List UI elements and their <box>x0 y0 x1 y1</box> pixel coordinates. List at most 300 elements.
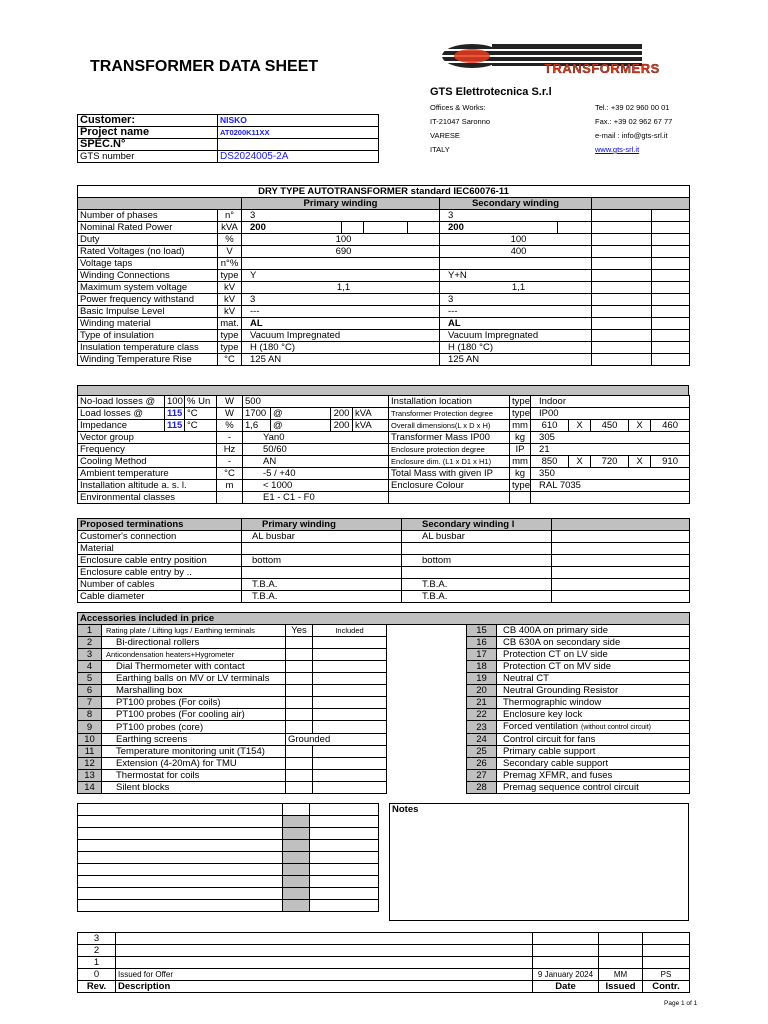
termination-label: Customer's connection <box>78 531 242 543</box>
termination-label: Number of cables <box>78 579 242 591</box>
notes-title: Notes <box>392 804 419 815</box>
accessory-number: 10 <box>78 734 102 746</box>
cell <box>310 816 379 828</box>
loss-param-unit: % Un <box>185 396 217 408</box>
accessory-flag <box>286 770 313 782</box>
losses-row <box>78 420 690 432</box>
secondary-value: 1,1 <box>440 282 592 294</box>
loss-value: -5 / +40 <box>243 468 389 480</box>
losses-row <box>78 444 690 456</box>
accessory-label: Temperature monitoring unit (T154) <box>102 746 286 758</box>
accessory-number: 23 <box>467 721 497 734</box>
accessory-label: Anticondensation heaters+Hygrometer <box>102 649 286 661</box>
fax: Fax.: +39 02 962 67 77 <box>595 117 673 126</box>
accessory-row <box>78 782 690 794</box>
accessory-flag <box>286 758 313 770</box>
revision-number: 2 <box>78 945 116 957</box>
cell <box>652 246 690 258</box>
accessory-number: 2 <box>78 637 102 649</box>
company-name: GTS Elettrotecnica S.r.l <box>430 86 552 98</box>
winding-row <box>78 354 690 366</box>
rev-header: Rev. <box>78 981 116 993</box>
cell <box>652 294 690 306</box>
loss-unit: % <box>217 420 243 432</box>
loss-label: Installation altitude a. s. l. <box>78 480 217 492</box>
loss-label: No-load losses @ <box>78 396 165 408</box>
cell <box>310 828 379 840</box>
gts-number-value: DS2024005-2A <box>218 151 379 163</box>
winding-row <box>78 342 690 354</box>
loss-unit: W <box>217 408 243 420</box>
cell <box>510 492 531 504</box>
loss-unit: Hz <box>217 444 243 456</box>
loss-value-2: 200 <box>331 408 353 420</box>
logo-text-bottom: TRANSFORMERS <box>544 61 660 76</box>
winding-row <box>78 330 690 342</box>
row-label: Number of phases <box>78 210 218 222</box>
accessory-label-text: Forced ventilation <box>503 721 578 732</box>
cell <box>552 543 690 555</box>
cell <box>78 816 283 828</box>
spec-value: RAL 7035 <box>531 480 690 492</box>
cell <box>652 282 690 294</box>
loss-value: 50/60 <box>243 444 389 456</box>
accessory-label: Premag XFMR, and fuses <box>497 770 690 782</box>
spec-label: Transformer Mass IP00 <box>389 432 510 444</box>
cell <box>283 852 310 864</box>
loss-param: 100 <box>165 396 185 408</box>
cell <box>283 804 310 816</box>
spec-label: Enclosure dim. (L1 x D1 x H1) <box>389 456 510 468</box>
revision-controlled: PS <box>643 969 690 981</box>
spec-unit: kg <box>510 468 531 480</box>
cell <box>78 864 283 876</box>
accessory-flag <box>286 782 313 794</box>
accessory-note <box>313 697 387 709</box>
winding-row <box>78 210 690 222</box>
losses-row <box>78 492 690 504</box>
accessory-number: 26 <box>467 758 497 770</box>
revision-description <box>116 945 533 957</box>
loss-value: 1700 <box>243 408 271 420</box>
cell <box>652 210 690 222</box>
accessory-flag <box>286 709 313 721</box>
losses-row <box>78 468 690 480</box>
revision-row <box>78 945 690 957</box>
accessory-number: 6 <box>78 685 102 697</box>
accessory-label: Earthing screens <box>102 734 286 746</box>
blank-grid <box>77 803 379 912</box>
cell <box>592 258 652 270</box>
winding-row <box>78 222 690 234</box>
primary-value: AL <box>242 318 440 330</box>
winding-row <box>78 234 690 246</box>
secondary-value: Y+N <box>440 270 592 282</box>
cell <box>387 649 467 661</box>
loss-unit: m <box>217 480 243 492</box>
secondary-value: 100 <box>440 234 592 246</box>
termination-row <box>78 543 690 555</box>
accessory-label: Rating plate / Lifting lugs / Earthing terminals <box>102 625 286 637</box>
accessory-label: Primary cable support <box>497 746 690 758</box>
primary-value: 3 <box>242 210 440 222</box>
cell <box>592 234 652 246</box>
blank-row <box>78 852 379 864</box>
cell <box>78 900 283 912</box>
accessory-label: Secondary cable support <box>497 758 690 770</box>
address-line-4: ITALY <box>430 145 450 154</box>
accessory-flag <box>286 673 313 685</box>
accessory-label: Dial Thermometer with contact <box>102 661 286 673</box>
blank-row <box>78 828 379 840</box>
loss-unit: - <box>217 432 243 444</box>
row-unit: % <box>218 234 242 246</box>
blank-row <box>78 864 379 876</box>
row-unit: type <box>218 270 242 282</box>
revision-row <box>78 969 690 981</box>
accessory-label: PT100 probes (For cooling air) <box>102 709 286 721</box>
termination-secondary: T.B.A. <box>402 579 552 591</box>
primary-winding-header: Primary winding <box>242 198 440 210</box>
accessory-row <box>78 721 690 734</box>
loss-value: Yan0 <box>243 432 389 444</box>
accessory-label: Extension (4-20mA) for TMU <box>102 758 286 770</box>
website-link[interactable]: www.gts-srl.it <box>595 145 640 154</box>
accessory-flag: Yes <box>286 625 313 637</box>
revision-controlled <box>643 945 690 957</box>
termination-row <box>78 579 690 591</box>
loss-unit <box>217 492 243 504</box>
blank-row <box>78 900 379 912</box>
spec-value: Indoor <box>531 396 690 408</box>
termination-row <box>78 567 690 579</box>
gts-logo <box>432 40 684 80</box>
accessory-label: Control circuit for fans <box>497 734 690 746</box>
cell <box>552 531 690 543</box>
winding-table-title: DRY TYPE AUTOTRANSFORMER standard IEC60076-11 <box>78 186 690 198</box>
cell <box>387 746 467 758</box>
primary-value: 690 <box>242 246 440 258</box>
cell <box>652 270 690 282</box>
date-header: Date <box>533 981 599 993</box>
loss-label: Load losses @ <box>78 408 165 420</box>
primary-value: 3 <box>242 294 440 306</box>
primary-value: --- <box>242 306 440 318</box>
accessory-note <box>313 721 387 734</box>
row-label: Basic Impulse Level <box>78 306 218 318</box>
row-unit: kV <box>218 294 242 306</box>
cell <box>310 804 379 816</box>
loss-label: Frequency <box>78 444 217 456</box>
row-unit: °C <box>218 354 242 366</box>
cell <box>652 330 690 342</box>
cell <box>652 342 690 354</box>
cell <box>592 318 652 330</box>
cell <box>310 840 379 852</box>
spec-value: 21 <box>531 444 690 456</box>
revision-description: Issued for Offer <box>116 969 533 981</box>
secondary-value: 3 <box>440 294 592 306</box>
termination-label: Cable diameter <box>78 591 242 603</box>
spec-unit: IP <box>510 444 531 456</box>
dim-x: X <box>629 420 651 432</box>
termination-secondary <box>402 543 552 555</box>
termination-primary: AL busbar <box>242 531 402 543</box>
accessory-flag <box>286 661 313 673</box>
address-line-1: Offices & Works: <box>430 103 486 112</box>
notes-box <box>389 803 689 921</box>
loss-label: Ambient temperature <box>78 468 217 480</box>
cell <box>387 709 467 721</box>
accessory-flag <box>286 721 313 734</box>
project-label: Project name <box>78 127 218 139</box>
accessory-row <box>78 649 690 661</box>
cell <box>78 888 283 900</box>
loss-value: 500 <box>243 396 389 408</box>
cell <box>592 294 652 306</box>
accessory-number: 8 <box>78 709 102 721</box>
accessory-label <box>497 721 690 734</box>
loss-label: Cooling Method <box>78 456 217 468</box>
dim-x: X <box>629 456 651 468</box>
accessories-title: Accessories included in price <box>78 613 690 625</box>
losses-table <box>77 395 690 504</box>
accessory-number: 20 <box>467 685 497 697</box>
cell <box>652 222 690 234</box>
revision-issued <box>599 945 643 957</box>
cell <box>592 210 652 222</box>
accessory-number: 27 <box>467 770 497 782</box>
cell <box>78 804 283 816</box>
gts-number-label: GTS number <box>78 151 218 163</box>
accessory-row <box>78 673 690 685</box>
spec-unit: type <box>510 480 531 492</box>
contr-header: Contr. <box>643 981 690 993</box>
spec-unit: kg <box>510 432 531 444</box>
cell <box>592 342 652 354</box>
cell <box>387 758 467 770</box>
cell <box>78 840 283 852</box>
spec-label: Installation location <box>389 396 510 408</box>
revision-date <box>533 933 599 945</box>
accessory-note <box>313 782 387 794</box>
accessory-row <box>78 697 690 709</box>
accessory-row <box>78 746 690 758</box>
accessory-note <box>313 661 387 673</box>
address-line-2: IT-21047 Saronno <box>430 117 491 126</box>
cell <box>283 900 310 912</box>
cell <box>387 673 467 685</box>
accessory-number: 16 <box>467 637 497 649</box>
cell <box>552 555 690 567</box>
cell <box>558 222 592 234</box>
terminations-secondary-header: Secondary winding l <box>402 519 552 531</box>
spec-value: 350 <box>531 468 690 480</box>
spec-value: IP00 <box>531 408 690 420</box>
spec-label: Transformer Protection degree <box>389 408 510 420</box>
primary-value: 100 <box>242 234 440 246</box>
winding-row <box>78 306 690 318</box>
loss-label: Impedance <box>78 420 165 432</box>
accessory-label: Bi-directional rollers <box>102 637 286 649</box>
accessory-note <box>313 758 387 770</box>
accessory-row <box>78 637 690 649</box>
spec-unit: mm <box>510 420 531 432</box>
accessory-note <box>313 685 387 697</box>
losses-row <box>78 408 690 420</box>
cell <box>592 270 652 282</box>
accessory-number: 12 <box>78 758 102 770</box>
primary-value: 200 <box>242 222 342 234</box>
accessory-label: Premag sequence control circuit <box>497 782 690 794</box>
cell <box>592 246 652 258</box>
revision-issued: MM <box>599 969 643 981</box>
accessory-number: 11 <box>78 746 102 758</box>
cell <box>283 888 310 900</box>
blank-row <box>78 876 379 888</box>
termination-primary <box>242 543 402 555</box>
accessory-note <box>313 709 387 721</box>
accessory-row <box>78 734 690 746</box>
primary-value: Vacuum Impregnated <box>242 330 440 342</box>
blank-row <box>78 804 379 816</box>
accessory-number: 4 <box>78 661 102 673</box>
spec-unit: type <box>510 396 531 408</box>
spec-label: Total Mass with given IP <box>389 468 510 480</box>
accessory-flag <box>286 637 313 649</box>
accessory-number: 14 <box>78 782 102 794</box>
losses-row <box>78 396 690 408</box>
cell <box>283 840 310 852</box>
accessory-flag <box>286 685 313 697</box>
accessory-label: CB 400A on primary side <box>497 625 690 637</box>
secondary-winding-header: Secondary winding <box>440 198 592 210</box>
secondary-value: 400 <box>440 246 592 258</box>
accessory-label: PT100 probes (For coils) <box>102 697 286 709</box>
row-label: Maximum system voltage <box>78 282 218 294</box>
winding-row <box>78 282 690 294</box>
accessory-number: 21 <box>467 697 497 709</box>
blank-row <box>78 816 379 828</box>
termination-secondary <box>402 567 552 579</box>
accessory-number: 17 <box>467 649 497 661</box>
accessory-number: 25 <box>467 746 497 758</box>
revision-number: 0 <box>78 969 116 981</box>
cell <box>283 828 310 840</box>
secondary-value: 3 <box>440 210 592 222</box>
dim-x: X <box>569 456 591 468</box>
accessory-label: Thermographic window <box>497 697 690 709</box>
secondary-value: 200 <box>440 222 558 234</box>
row-label: Winding Temperature Rise <box>78 354 218 366</box>
cell <box>283 816 310 828</box>
cell <box>78 876 283 888</box>
row-label: Nominal Rated Power <box>78 222 218 234</box>
revision-controlled <box>643 957 690 969</box>
loss-at: @ <box>271 420 331 432</box>
losses-row <box>78 432 690 444</box>
accessory-row <box>78 661 690 673</box>
row-unit: V <box>218 246 242 258</box>
cell <box>364 222 408 234</box>
cell <box>310 864 379 876</box>
accessory-label: Silent blocks <box>102 782 286 794</box>
winding-row <box>78 318 690 330</box>
row-unit: type <box>218 342 242 354</box>
accessory-label: Protection CT on MV side <box>497 661 690 673</box>
cell <box>387 697 467 709</box>
accessory-number: 28 <box>467 782 497 794</box>
accessory-note <box>313 673 387 685</box>
address-line-3: VARESE <box>430 131 460 140</box>
accessory-row <box>78 625 690 637</box>
row-unit: kVA <box>218 222 242 234</box>
loss-value: < 1000 <box>243 480 389 492</box>
accessory-number: 22 <box>467 709 497 721</box>
accessory-number: 7 <box>78 697 102 709</box>
accessory-note <box>313 746 387 758</box>
revision-date <box>533 957 599 969</box>
dim-h: 460 <box>651 420 690 432</box>
accessory-number: 3 <box>78 649 102 661</box>
revision-description <box>116 933 533 945</box>
accessory-flag <box>286 697 313 709</box>
primary-value <box>242 258 440 270</box>
loss-unit-2: kVA <box>353 408 389 420</box>
row-unit: mat. <box>218 318 242 330</box>
accessory-number: 24 <box>467 734 497 746</box>
cell <box>531 492 690 504</box>
secondary-value: 125 AN <box>440 354 592 366</box>
loss-at: @ <box>271 408 331 420</box>
project-value: AT0200K11XX <box>218 127 379 139</box>
cell <box>387 637 467 649</box>
cell <box>387 661 467 673</box>
accessory-note <box>313 637 387 649</box>
spec-value: 305 <box>531 432 690 444</box>
termination-label: Enclosure cable entry position <box>78 555 242 567</box>
termination-secondary: bottom <box>402 555 552 567</box>
termination-primary <box>242 567 402 579</box>
accessory-label: Thermostat for coils <box>102 770 286 782</box>
cell <box>310 852 379 864</box>
cell <box>592 222 652 234</box>
revision-number: 3 <box>78 933 116 945</box>
cell <box>408 222 440 234</box>
dim-l: 850 <box>531 456 569 468</box>
loss-value-2: 200 <box>331 420 353 432</box>
dim-h: 910 <box>651 456 690 468</box>
losses-row <box>78 456 690 468</box>
cell <box>283 876 310 888</box>
loss-param-unit: °C <box>185 408 217 420</box>
spec-unit: type <box>510 408 531 420</box>
accessory-number: 18 <box>467 661 497 673</box>
termination-row <box>78 555 690 567</box>
terminations-table <box>77 518 690 603</box>
accessory-number: 5 <box>78 673 102 685</box>
row-label: Insulation temperature class <box>78 342 218 354</box>
accessory-number: 15 <box>467 625 497 637</box>
accessory-label: CB 630A on secondary side <box>497 637 690 649</box>
revision-controlled <box>643 933 690 945</box>
accessory-number: 13 <box>78 770 102 782</box>
cell <box>310 876 379 888</box>
revision-date: 9 January 2024 <box>533 969 599 981</box>
termination-row <box>78 591 690 603</box>
termination-label: Enclosure cable entry by .. <box>78 567 242 579</box>
dim-l: 610 <box>531 420 569 432</box>
